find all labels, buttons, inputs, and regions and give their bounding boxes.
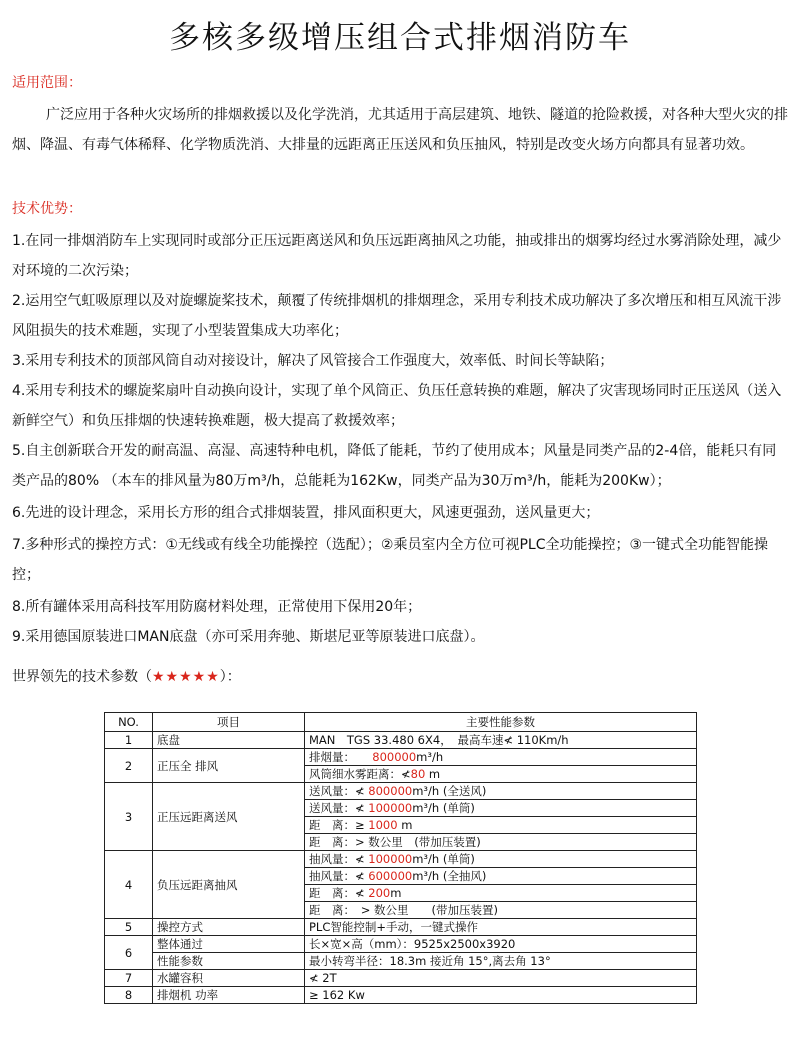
row-value: 距 离： > 数公里 (带加压装置) (305, 902, 697, 919)
spec-table (104, 712, 697, 1004)
table-subrow (105, 953, 697, 970)
advantage-item-1: 1.在同一排烟消防车上实现同时或部分正压远距离送风和负压远距离抽风之功能，抽或排出的烟雾均经过水雾消除处理，减少对环境的二次污染； (12, 233, 782, 279)
row-value (305, 783, 697, 800)
row-value (305, 800, 697, 817)
row-value (305, 817, 697, 834)
row-value: PLC智能控制+手动，一键式操作 (305, 919, 697, 936)
value-number: 800000 (372, 750, 417, 764)
value-label: 距 离：≥ (309, 818, 369, 832)
value-label: 送风量：≮ (309, 801, 369, 815)
value-label: 距 离：≮ (309, 886, 369, 900)
value-number: 100000 (368, 801, 413, 815)
header-item: 项目 (153, 713, 305, 732)
advantages-heading: 技术优势： (12, 201, 82, 217)
advantage-item-4: 4.采用专利技术的螺旋桨扇叶自动换向设计，实现了单个风筒正、负压任意转换的难题，解决了灾害现场同时正压送风（送入新鲜空气）和负压排烟的快速转换难题，极大提高了救援效率； (12, 383, 782, 429)
value-unit: m³/h (416, 750, 444, 764)
value-number: 1000 (368, 818, 398, 832)
params-heading (12, 662, 788, 692)
row-item: 操控方式 (153, 919, 305, 936)
table-row (105, 936, 697, 953)
params-heading-text: 世界领先的技术参数（ (12, 669, 152, 685)
advantage-item-6: 6.先进的设计理念，采用长方形的组合式排烟装置，排风面积更大，风速更强劲，送风量更大； (12, 505, 600, 521)
value-label: 排烟量： (309, 750, 373, 764)
row-value: MAN TGS 33.480 6X4， 最高车速≮ 110Km/h (305, 732, 697, 749)
advantage-item-9: 9.采用德国原装进口MAN底盘（亦可采用奔驰、斯堪尼亚等原装进口底盘）。 (12, 629, 485, 645)
value-unit: m (390, 886, 402, 900)
value-unit: m³/h (全送风) (412, 784, 487, 798)
advantage-item-3: 3.采用专利技术的顶部风筒自动对接设计，解决了风管接合工作强度大，效率低、时间长等缺陷； (12, 353, 614, 369)
advantage-item-8: 8.所有罐体采用高科技军用防腐材料处理，正常使用下保用20年； (12, 599, 422, 615)
row-no: 7 (105, 970, 153, 987)
rating-stars-icon: ★★★★★ (152, 669, 220, 685)
scope-heading: 适用范围： (12, 75, 82, 91)
value-label: 抽风量：≮ (309, 869, 369, 883)
row-no: 1 (105, 732, 153, 749)
advantage-item-2: 2.运用空气虹吸原理以及对旋螺旋桨技术，颠覆了传统排烟机的排烟理念，采用专利技术成功解决了多次增压和相互风流干涉风阻损失的技术难题，实现了小型装置集成大功率化； (12, 293, 782, 339)
row-no: 2 (105, 749, 153, 783)
row-value (305, 851, 697, 868)
value-unit: m (425, 767, 441, 781)
scope-paragraph: 广泛应用于各种火灾场所的排烟救援以及化学洗消，尤其适用于高层建筑、地铁、隧道的抢险救援，对各种大型火灾的排烟、降温、有毒气体稀释、化学物质洗消、大排量的远距离正压送风和负压抽风，特别是改变火场方向都具有显著功效。 (12, 107, 788, 153)
header-params: 主要性能参数 (305, 713, 697, 732)
table-row (105, 919, 697, 936)
row-value (305, 868, 697, 885)
row-item: 正压远距离送风 (153, 783, 305, 851)
row-value: ≥ 162 Kw (305, 987, 697, 1004)
value-label: 送风量：≮ (309, 784, 369, 798)
row-value: 长×宽×高（mm）：9525x2500x3920 (305, 936, 697, 953)
value-number: 200 (368, 886, 391, 900)
value-unit: m³/h (单筒) (412, 801, 475, 815)
table-row (105, 783, 697, 800)
table-row (105, 749, 697, 766)
row-item: 负压远距离抽风 (153, 851, 305, 919)
table-row (105, 851, 697, 868)
page-title: 多核多级增压组合式排烟消防车 (169, 20, 631, 56)
row-value: 最小转弯半径：18.3m 接近角 15°,离去角 13° (305, 953, 697, 970)
row-no: 6 (105, 936, 153, 970)
advantage-item-5: 5.自主创新联合开发的耐高温、高湿、高速特种电机，降低了能耗，节约了使用成本；风量是同类产品的2-4倍，能耗只有同类产品的80% （本车的排风量为80万m³/h，总能耗为162Kw，同类产品为30万m³/h，能耗为200Kw）； (12, 443, 777, 489)
row-item: 正压全 排风 (153, 749, 305, 783)
value-number: 100000 (368, 852, 413, 866)
table-row (105, 732, 697, 749)
value-label: 风筒细水雾距离：≮ (309, 767, 411, 781)
row-value (305, 766, 697, 783)
row-item: 排烟机 功率 (153, 987, 305, 1004)
row-item: 水罐容积 (153, 970, 305, 987)
value-unit: m (397, 818, 413, 832)
advantage-item-7: 7.多种形式的操控方式：①无线或有线全功能操控（选配）；②乘员室内全方位可视PLC全功能操控；③一键式全功能智能操控； (12, 537, 769, 583)
row-no: 5 (105, 919, 153, 936)
header-no: NO. (105, 713, 153, 732)
row-no: 3 (105, 783, 153, 851)
row-value (305, 749, 697, 766)
row-value (305, 885, 697, 902)
row-item: 性能参数 (153, 953, 305, 970)
value-number: 80 (410, 767, 426, 781)
value-unit: m³/h (单筒) (412, 852, 475, 866)
value-number: 800000 (368, 784, 413, 798)
row-value: ≮ 2T (305, 970, 697, 987)
row-no: 8 (105, 987, 153, 1004)
table-row (105, 987, 697, 1004)
value-unit: m³/h (全抽风) (412, 869, 487, 883)
table-row (105, 970, 697, 987)
value-label: 抽风量：≮ (309, 852, 369, 866)
row-item: 底盘 (153, 732, 305, 749)
params-heading-end: ）： (219, 669, 241, 685)
value-number: 600000 (368, 869, 413, 883)
row-no: 4 (105, 851, 153, 919)
row-item: 整体通过 (153, 936, 305, 953)
table-header-row (105, 713, 697, 732)
row-value: 距 离：> 数公里 (带加压装置) (305, 834, 697, 851)
